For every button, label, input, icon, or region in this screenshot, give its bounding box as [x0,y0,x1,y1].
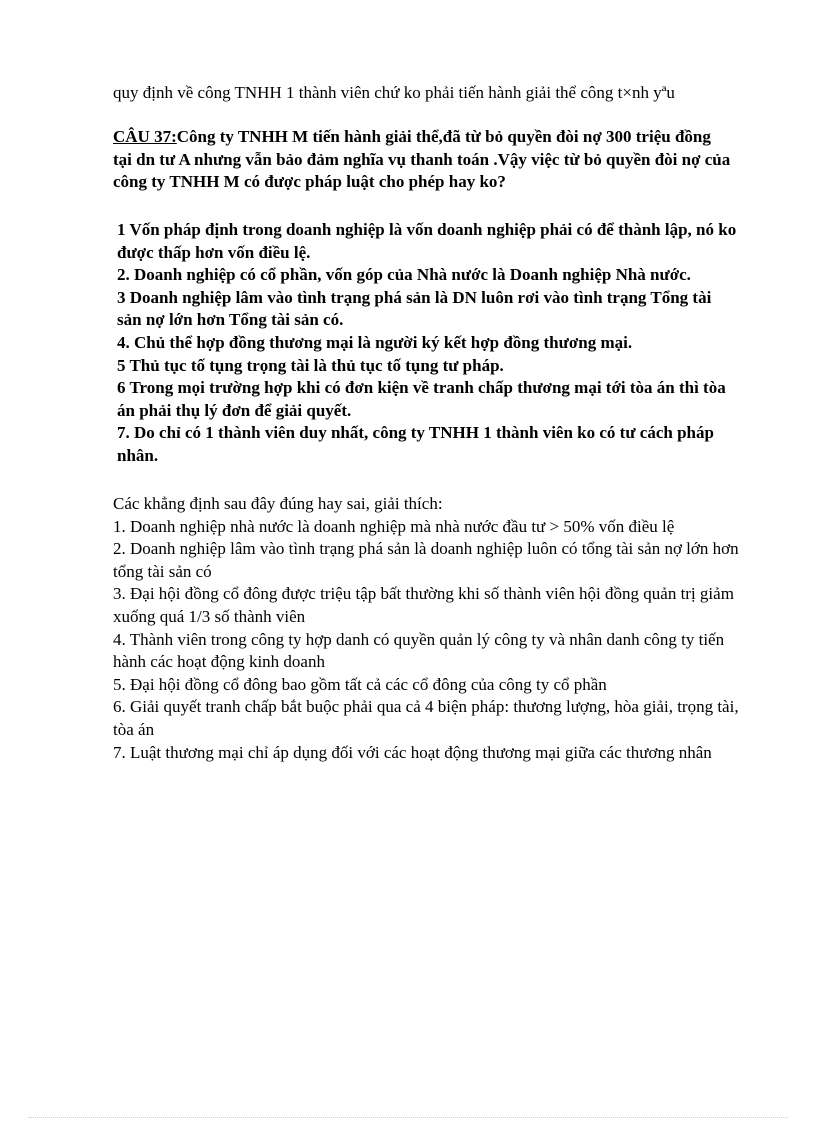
intro-line: quy định về công TNHH 1 thành viên chứ ko phải tiến hành giải thể công t×nh yªu [113,83,675,102]
plain-statement: 4. Thành viên trong công ty hợp danh có quyền quản lý công ty và nhân danh công ty tiến hành các hoạt động kinh doanh [113,629,725,672]
plain-statement-block [113,493,739,764]
bold-statement: 3 Doanh nghiệp lâm vào tình trạng phá sản là DN luôn rơi vào tình trạng Tổng tài sản nợ lớn hơn Tổng tài sản có. [117,287,712,330]
bold-statement-list [117,219,737,468]
question-37 [113,126,733,194]
plain-statement: 1. Doanh nghiệp nhà nước là doanh nghiệp mà nhà nước đầu tư > 50% vốn điều lệ [113,516,675,536]
bold-statement: 1 Vốn pháp định trong doanh nghiệp là vốn doanh nghiệp phải có để thành lập, nó ko được thấp hơn vốn điều lệ. [117,220,737,262]
plain-statement: 2. Doanh nghiệp lâm vào tình trạng phá sản là doanh nghiệp luôn có tổng tài sản nợ lớn hơn tổng tài sản có [113,539,739,581]
page-bottom-divider [28,1117,788,1118]
plain-statement: 7. Luật thương mại chỉ áp dụng đối với các hoạt động thương mại giữa các thương nhân [113,742,712,762]
plain-statement: 6. Giải quyết tranh chấp bắt buộc phải qua cả 4 biện pháp: thương lượng, hòa giải, trọng tài, tòa án [113,697,739,739]
question-label: CÂU 37: [113,127,177,146]
question-text: Công ty TNHH M tiến hành giải thể,đã từ bỏ quyền đòi nợ 300 triệu đồng tại dn tư A nhưng vẫn bảo đảm nghĩa vụ thanh toán .Vậy việc từ bỏ quyền đòi nợ của công ty TNHH M có được pháp luật cho phép hay ko? [113,127,731,191]
plain-statement: 3. Đại hội đồng cổ đông được triệu tập bất thường khi số thành viên hội đồng quản trị giảm xuống quá 1/3 số thành viên [113,584,734,626]
bold-statement: 6 Trong mọi trường hợp khi có đơn kiện về tranh chấp thương mại tới tòa án thì tòa án phải thụ lý đơn để giải quyết. [117,378,726,420]
bold-statement: 5 Thủ tục tố tụng trọng tài là thủ tục tố tụng tư pháp. [117,355,504,375]
bold-statement: 2. Doanh nghiệp có cổ phần, vốn góp của Nhà nước là Doanh nghiệp Nhà nước. [117,265,691,285]
bold-statement: 4. Chủ thể hợp đồng thương mại là người ký kết hợp đồng thương mại. [117,332,633,352]
plain-heading: Các khẳng định sau đây đúng hay sai, giải thích: [113,494,443,513]
bold-statement: 7. Do chỉ có 1 thành viên duy nhất, công ty TNHH 1 thành viên ko có tư cách pháp nhân. [117,423,714,465]
plain-statement: 5. Đại hội đồng cổ đông bao gồm tất cả các cổ đông của công ty cổ phần [113,674,607,694]
